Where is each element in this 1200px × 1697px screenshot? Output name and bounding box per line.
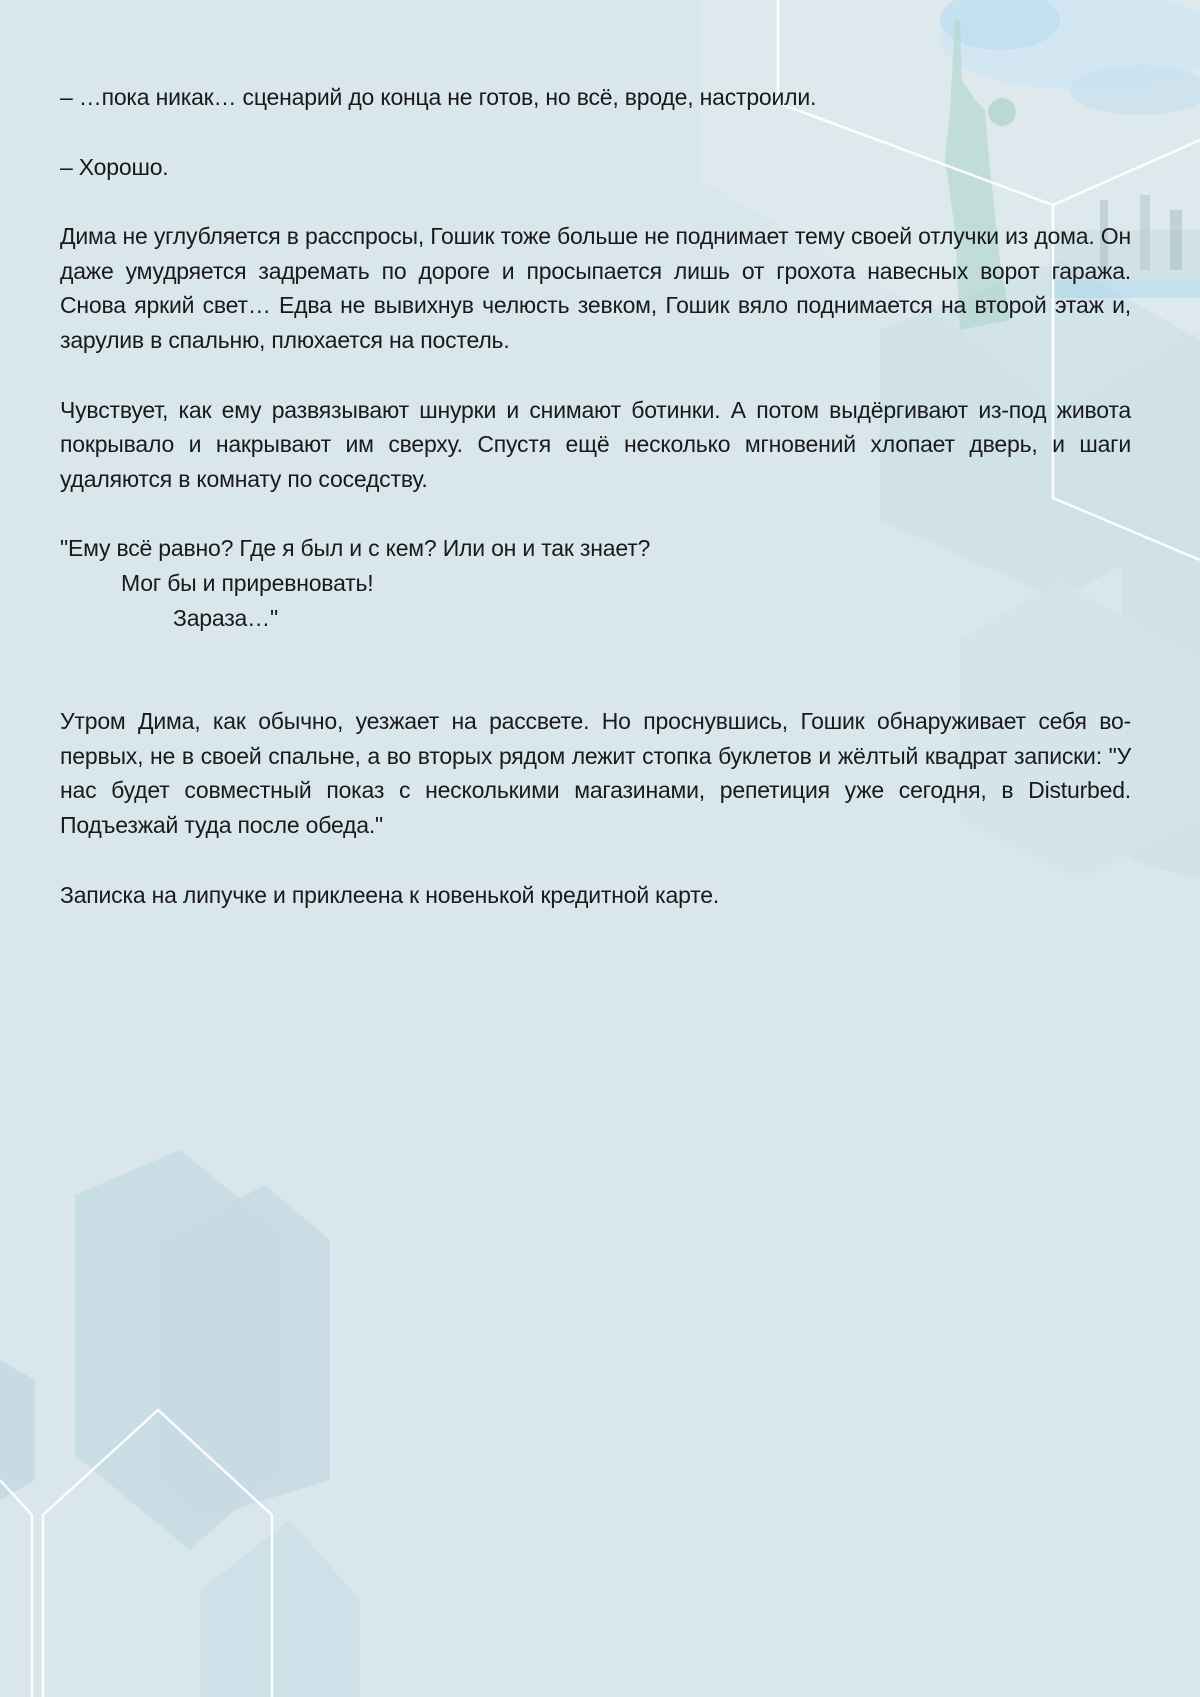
inner-thought-block xyxy=(60,531,1131,635)
section-spacer xyxy=(60,670,1131,704)
dialogue-line-1: – …пока никак… сценарий до конца не готов, но всё, вроде, настроили. xyxy=(60,84,817,110)
paragraph-2: Чувствует, как ему развязывают шнурки и снимают ботинки. А потом выдёргивают из-под живота покрывало и накрывают им сверху. Спустя ещё несколько мгновений хлопает дверь, и шаги удаляются в комнату по соседству. xyxy=(60,396,1131,492)
paragraph-3: Утром Дима, как обычно, уезжает на рассвете. Но проснувшись, Гошик обнаруживает себя во-первых, не в своей спальне, а во вторых рядом лежит стопка буклетов и жёлтый квадрат записки: "У нас будет совместный показ с несколькими магазинами, репетиция уже сегодня, в Disturbed. Подъезжай туда после обеда." xyxy=(60,708,1131,838)
paragraph-1: Дима не углубляется в расспросы, Гошик тоже больше не поднимает тему своей отлучки из дома. Он даже умудряется задремать по дороге и просыпается лишь от грохота навесных ворот гаража. Снова яркий свет… Едва не вывихнув челюсть зевком, Гошик вяло поднимается на второй этаж и, зарулив в спальню, плюхается на постель. xyxy=(60,223,1131,353)
thought-line-3: Зараза…" xyxy=(173,604,278,631)
thought-line-2: Мог бы и приревновать! xyxy=(121,569,374,596)
thought-line-1: "Ему всё равно? Где я был и с кем? Или он и так знает? xyxy=(60,535,651,562)
document-page xyxy=(60,80,1131,947)
paragraph-4: Записка на липучке и приклеена к новенькой кредитной карте. xyxy=(60,881,720,908)
dialogue-line-2: – Хорошо. xyxy=(60,153,169,180)
